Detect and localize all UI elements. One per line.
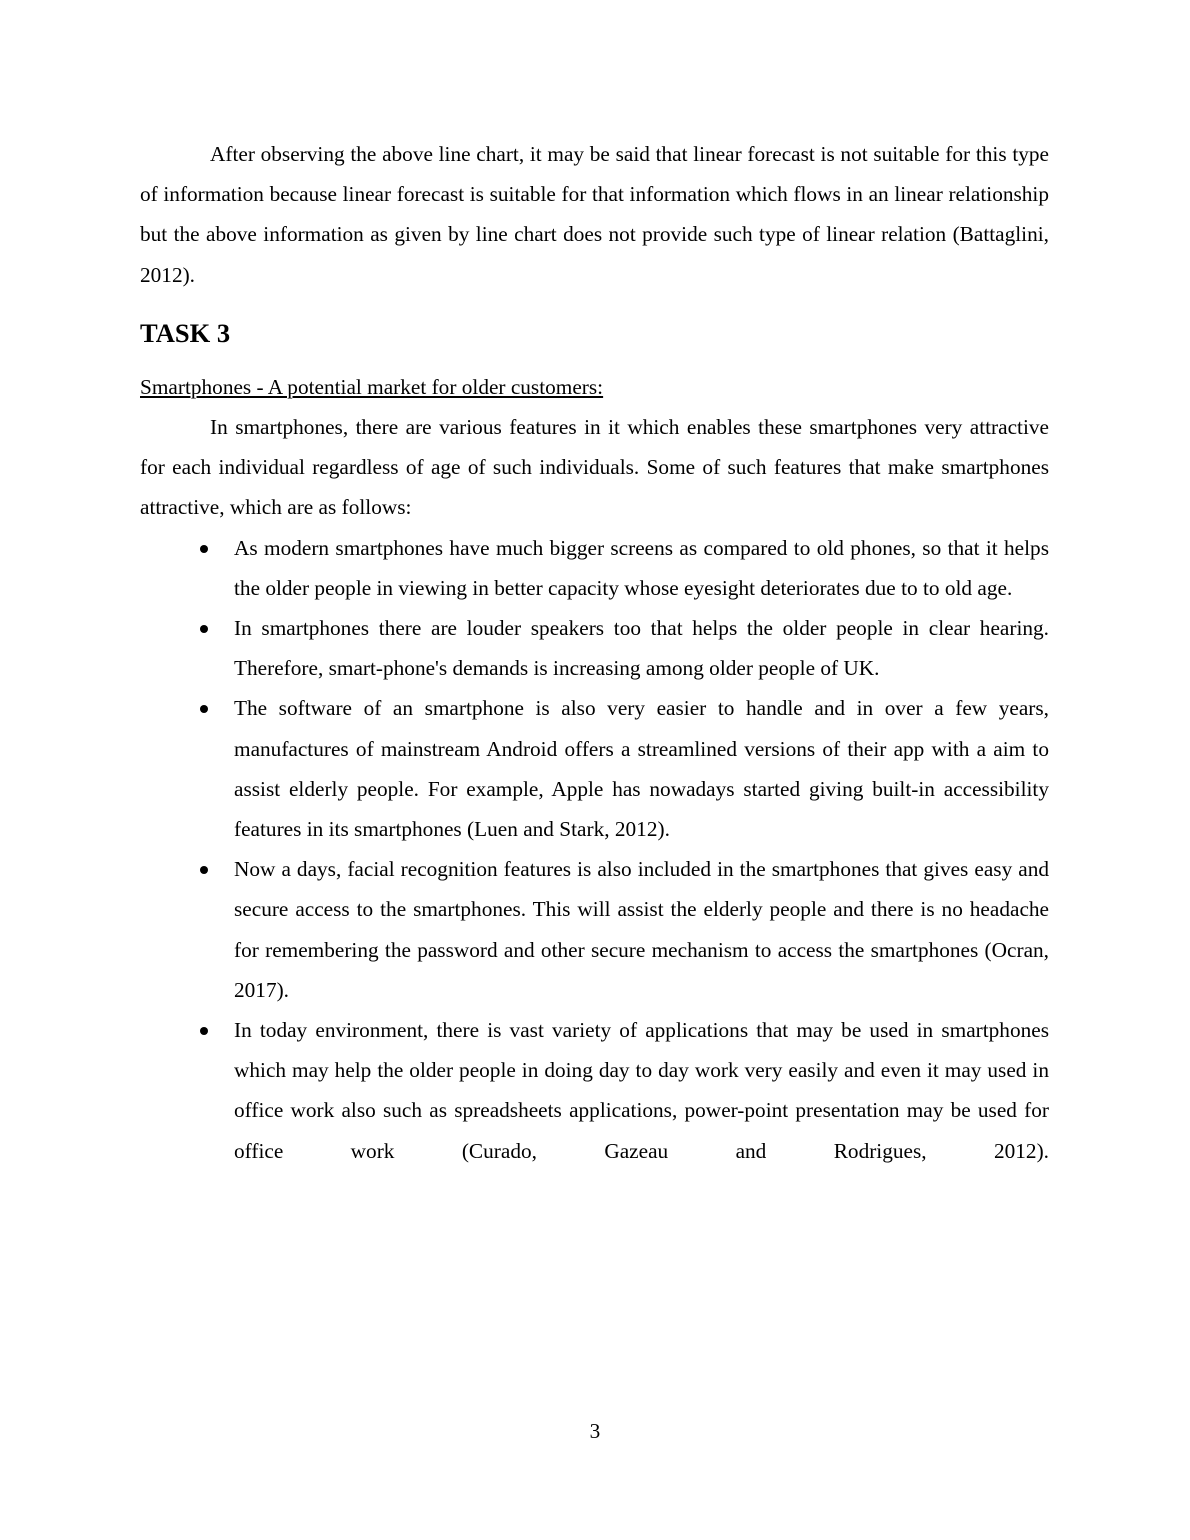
bullet-icon (200, 705, 208, 713)
features-list (140, 528, 1049, 1171)
list-item-text: The software of an smartphone is also very easier to handle and in over a few years, manufactures of mainstream Android offers a streamlined versions of their app with a aim to assist elderly people. For example, Apple has nowadays started giving built-in accessibility features in its smartphones (Luen and Stark, 2012). (234, 696, 1049, 842)
list-item-text: In today environment, there is vast variety of applications that may be used in smartphones which may help the older people in doing day to day work very easily and even it may used in office work also such as spreadsheets applications, power-point presentation may be used for office work (Curado, Gazeau and Rodrigues, 2012). (234, 1018, 1049, 1163)
bullet-icon (200, 866, 208, 874)
list-item-text: In smartphones there are louder speakers too that helps the older people in clear hearing. Therefore, smart-phone's demands is increasing among older people of UK. (234, 616, 1049, 681)
section-title: Smartphones - A potential market for older customers: (140, 374, 604, 399)
list-item (140, 1010, 1049, 1171)
list-item (140, 528, 1049, 608)
page-body (140, 134, 1049, 1171)
bullet-icon (200, 1027, 208, 1035)
list-item (140, 608, 1049, 688)
list-item-text: As modern smartphones have much bigger screens as compared to old phones, so that it helps the older people in viewing in better capacity whose eyesight deteriorates due to to old age. (234, 535, 1049, 600)
list-item (140, 849, 1049, 1010)
bullet-icon (200, 545, 208, 553)
task-heading: TASK 3 (140, 317, 231, 348)
list-item (140, 688, 1049, 849)
intro-paragraph: After observing the above line chart, it may be said that linear forecast is not suitable for this type of information because linear forecast is suitable for that information which flows in an linear relationship but the above information as given by line chart does not provide such type of linear relation (Battaglini, 2012). (140, 142, 1049, 287)
list-item-text: Now a days, facial recognition features is also included in the smartphones that gives easy and secure access to the smartphones. This will assist the elderly people and there is no headache for remembering the password and other secure mechanism to access the smartphones (Ocran, 2017). (234, 857, 1049, 1002)
bullet-icon (200, 625, 208, 633)
page-number: 3 (589, 1419, 601, 1443)
features-paragraph: In smartphones, there are various features in it which enables these smartphones very attractive for each individual regardless of age of such individuals. Some of such features that make smartphones attractive, which are as follows: (140, 415, 1049, 520)
